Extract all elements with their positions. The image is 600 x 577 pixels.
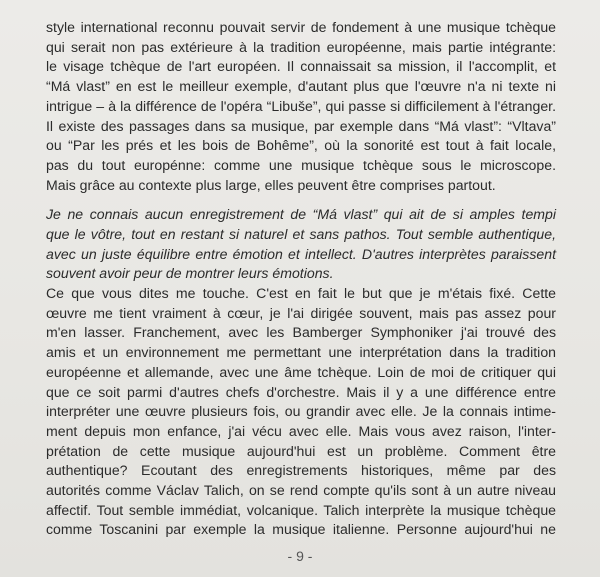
text-line: Mais grâce au contexte plus large, elles peuvent être comprises partout. (46, 176, 496, 193)
answer-line: prétation de cette musique aujourd'hui est un problème. Comment être (46, 442, 556, 459)
answer-line: affectif. Tout semble immédiat, volcanique. Talich interprète la musique tchèque (46, 501, 556, 518)
answer-line: œuvre me tient vraiment à cœur, je l'ai dirigée souvent, mais pas assez pour (46, 304, 556, 321)
text-line: le visage tchèque de l'art européen. Il connaissait sa mission, il l'accomplit, et (46, 58, 556, 75)
page-number: - 9 - (287, 548, 313, 564)
text-line: style international reconnu pouvait servir de fondement à une musique tchèque (46, 19, 556, 35)
answer-line: comme Toscanini par exemple la musique italienne. Personne aujourd'hui ne (46, 521, 556, 538)
question-line: avec un juste équilibre entre émotion et intellect. D'autres interprètes paraissent (46, 245, 556, 262)
text-line: intrigue – à la différence de l'opéra “Libuše”, qui passe si difficilement à l'étranger. (46, 97, 556, 114)
answer-line: Ce que vous dites me touche. C'est en fait le but que je m'étais fixé. Cette (46, 285, 556, 301)
text-line: Il existe des passages dans sa musique, par exemple dans “Má vlast”: “Vltava” (46, 117, 556, 134)
text-line: ou “Par les prés et les bois de Bohême”, où la sonorité est tout à fait locale, (46, 137, 556, 154)
answer-line: amis et un environnement me permettant une interprétation dans la tradition (46, 344, 556, 361)
answer-line: européenne et allemande, avec une âme tchèque. Loin de moi de critiquer qui (46, 363, 556, 380)
question-line: Je ne connais aucun enregistrement de “Má vlast” qui ait de si amples tempi (46, 206, 556, 223)
answer-line: authentique? Ecoutant des enregistrements historiques, même par des (46, 462, 556, 479)
answer-line: autorités comme Václav Talich, on se rend compte qu'ils sont à un autre niveau (46, 481, 556, 498)
text-line: qui serait non pas extérieure à la tradition européenne, mais partie intégrante: (46, 38, 556, 55)
question-line: que le vôtre, tout en restant si naturel et sans pathos. Tout semble authentique, (46, 225, 556, 242)
text-line: pas du tout europénne: comme une musique tchèque sous le microscope. (46, 156, 556, 173)
answer-line: interpréter une œuvre plusieurs fois, ou grandir avec elle. Je la connais intime- (46, 403, 556, 420)
answer-line: que ce soit parmi d'autres chefs d'orchestre. Mais il y a une différence entre (46, 383, 556, 400)
answer-line: ment depuis mon enfance, j'ai vécu avec elle. Mais vous avez raison, l'inter- (46, 422, 556, 439)
answer-line: m'en lasser. Franchement, avec les Bamberger Symphoniker j'ai trouvé des (46, 324, 556, 341)
question-line: souvent avoir peur de montrer leurs émotions. (46, 265, 334, 282)
text-line: “Má vlast” en est le meilleur exemple, d'autant plus que l'œuvre n'a ni texte ni (46, 78, 556, 95)
